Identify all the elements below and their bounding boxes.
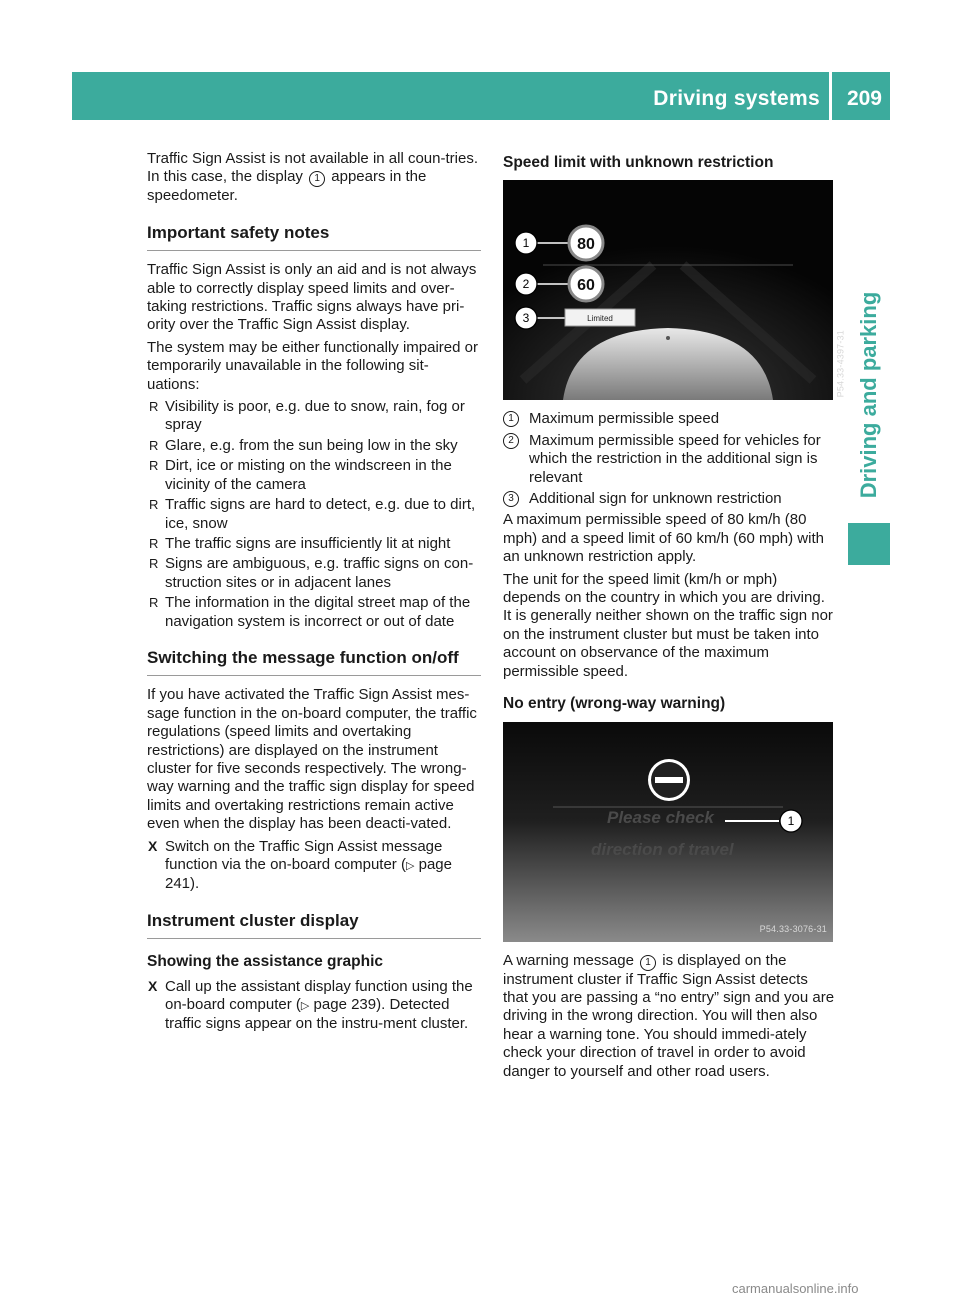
legend-num: 3 (503, 491, 519, 507)
speed-p1: A maximum permissible speed of 80 km/h (80 mph) and a speed limit of 60 km/h (60 mph) with an unknown restriction apply. (503, 511, 824, 566)
bullet-text: The traffic signs are insufficiently lit at night (165, 534, 451, 552)
header-title: Driving systems (653, 87, 820, 110)
instruction-text-b: Detected traffic signs appear on the instru-ment cluster. (165, 996, 469, 1033)
callout-1 (780, 810, 802, 832)
limited-label: Limited (587, 314, 613, 324)
noentry-paragraph (503, 952, 835, 1081)
bullet-r: R (149, 458, 159, 474)
side-tab-marker (848, 523, 890, 565)
bullet-text: Signs are ambiguous, e.g. traffic signs on con-struction sites or in adjacent lanes (165, 555, 474, 591)
callout-3 (515, 307, 537, 329)
bullet-text: Glare, e.g. from the sun being low in the sky (165, 436, 458, 454)
bullet-text: Visibility is poor, e.g. due to snow, rain, fog or spray (165, 398, 465, 434)
bullet-r: R (149, 535, 159, 551)
speed-sign-80 (569, 226, 603, 260)
figure-no-entry (503, 722, 833, 942)
list-item (147, 457, 481, 494)
list-item (147, 437, 481, 455)
speed-limit-graphic (503, 180, 833, 400)
bullet-r: R (149, 399, 159, 415)
safety-p1: Traffic Sign Assist is only an aid and is not always able to correctly display speed limits and over-taking restrictions. Traffic signs always have pri-ority over the Traffic Sign Assist display. (147, 261, 477, 334)
heading-safety: Important safety notes (147, 224, 481, 251)
heading-no-entry: No entry (wrong-way warning) (503, 695, 726, 713)
noentry-text-a: A warning message (503, 951, 634, 969)
heading-speed-limit: Speed limit with unknown restriction (503, 154, 774, 171)
callout-3-num: 3 (522, 311, 530, 326)
instruction-text: Call up the assistant display function using the on-board computer ( (165, 977, 473, 1014)
intro-paragraph (147, 150, 481, 206)
list-item (147, 555, 481, 592)
right-column (503, 150, 845, 1085)
callout-2-num: 2 (522, 277, 530, 292)
bullet-r: R (149, 497, 159, 513)
callout-1 (515, 232, 537, 254)
header-bar (72, 72, 890, 120)
legend-text: Additional sign for unknown restriction (529, 490, 782, 508)
speed-p2: The unit for the speed limit (km/h or mph) depends on the country in which you are driving. It is generally neither shown on the traffic sign nor on the instrument cluster but must be taken into account on observance of the maximum permissible speed. (503, 570, 833, 680)
legend-text: Maximum permissible speed for vehicles for which the restriction in the additional sign is relevant (529, 431, 821, 486)
instruction-arrow-icon: X (148, 837, 158, 854)
callout-2 (515, 273, 537, 295)
pageref-arrow-icon: ▷ (300, 1000, 310, 1013)
left-column (147, 150, 481, 1038)
bullet-text: Dirt, ice or misting on the windscreen in the vicinity of the camera (165, 457, 452, 493)
safety-p2: The system may be either functionally impaired or temporarily unavailable in the following sit-uations: (147, 338, 478, 393)
warning-line-1: Please check (607, 807, 714, 827)
bullet-text: Traffic signs are hard to detect, e.g. due to dirt, ice, snow (165, 496, 476, 532)
pageref-link[interactable]: page 239). (313, 996, 386, 1014)
side-tab-label (853, 280, 885, 510)
bullet-r: R (149, 556, 159, 572)
figure-code: P54.33-4397-31 (835, 330, 845, 398)
figure-code: P54.33-3076-31 (759, 924, 827, 935)
speed-sign-60 (569, 267, 603, 301)
bullet-r: R (149, 595, 159, 611)
instruction-text: Switch on the Traffic Sign Assist message function via the on-board computer (165, 837, 443, 873)
noentry-text-b: is displayed on the instrument cluster if Traffic Sign Assist detects that you are passing a “no entry” sign and you are driving in the wrong direction. You will then also hear a warning tone. You should immedi-ately check your direction of travel in order to avoid danger to yourself and other road users. (503, 951, 835, 1080)
list-item (147, 496, 481, 533)
sign2-value: 60 (577, 277, 595, 295)
no-entry-sign-icon (648, 759, 690, 801)
list-item (147, 398, 481, 435)
limited-sign (565, 309, 635, 326)
pageref-link[interactable]: page 241). (165, 856, 452, 893)
sign1-value: 80 (577, 236, 595, 254)
subheading-assistance: Showing the assistance graphic (147, 953, 384, 971)
pageref-arrow-icon: ▷ (405, 860, 415, 872)
legend-item (503, 490, 835, 508)
legend-num: 1 (503, 411, 519, 427)
legend-item (503, 432, 835, 487)
legend-text: Maximum permissible speed (529, 410, 720, 428)
list-item (147, 535, 481, 553)
callout-circle: 1 (309, 171, 325, 187)
instruction-arrow-icon: X (148, 977, 158, 994)
instruction-item (147, 978, 481, 1034)
bullet-text: The information in the digital street map of the navigation system is incorrect or out of date (165, 594, 471, 630)
bullet-r: R (149, 437, 159, 453)
callout-1-num: 1 (787, 813, 795, 828)
switching-p1: If you have activated the Traffic Sign Assist mes-sage function in the on-board computer, the traffic regulations (speed limits and overtaking restrictions) are displayed on the instrument cluster for five seconds respectively. The wrong-way warning and the traffic sign display for speed limits and overtaking restrictions remain active even when the display has been deacti-vated. (147, 686, 477, 833)
heading-switching: Switching the message function on/off (147, 649, 481, 676)
heading-cluster: Instrument cluster display (147, 912, 481, 939)
no-entry-graphic (503, 722, 833, 942)
legend-num: 2 (503, 433, 519, 449)
intro-text-a: Traffic Sign Assist is not available in all coun-tries. In this case, the display (147, 150, 478, 186)
figure-speed-limit (503, 180, 845, 400)
header-divider (829, 72, 832, 120)
side-tab-text: Driving and parking (855, 291, 881, 499)
legend-item (503, 410, 835, 428)
page-number: 209 (846, 87, 882, 110)
warning-line-2: direction of travel (591, 839, 734, 859)
instruction-item: X Switch on the Traffic Sign Assist message function via the on-board computer (▷ page 241). (148, 837, 452, 893)
intro-text-b: appears in the speedometer. (147, 168, 427, 205)
callout-circle: 1 (640, 955, 656, 971)
list-item (147, 594, 481, 631)
watermark: carmanualsonline.info (732, 1281, 859, 1296)
callout-1-num: 1 (522, 236, 530, 251)
